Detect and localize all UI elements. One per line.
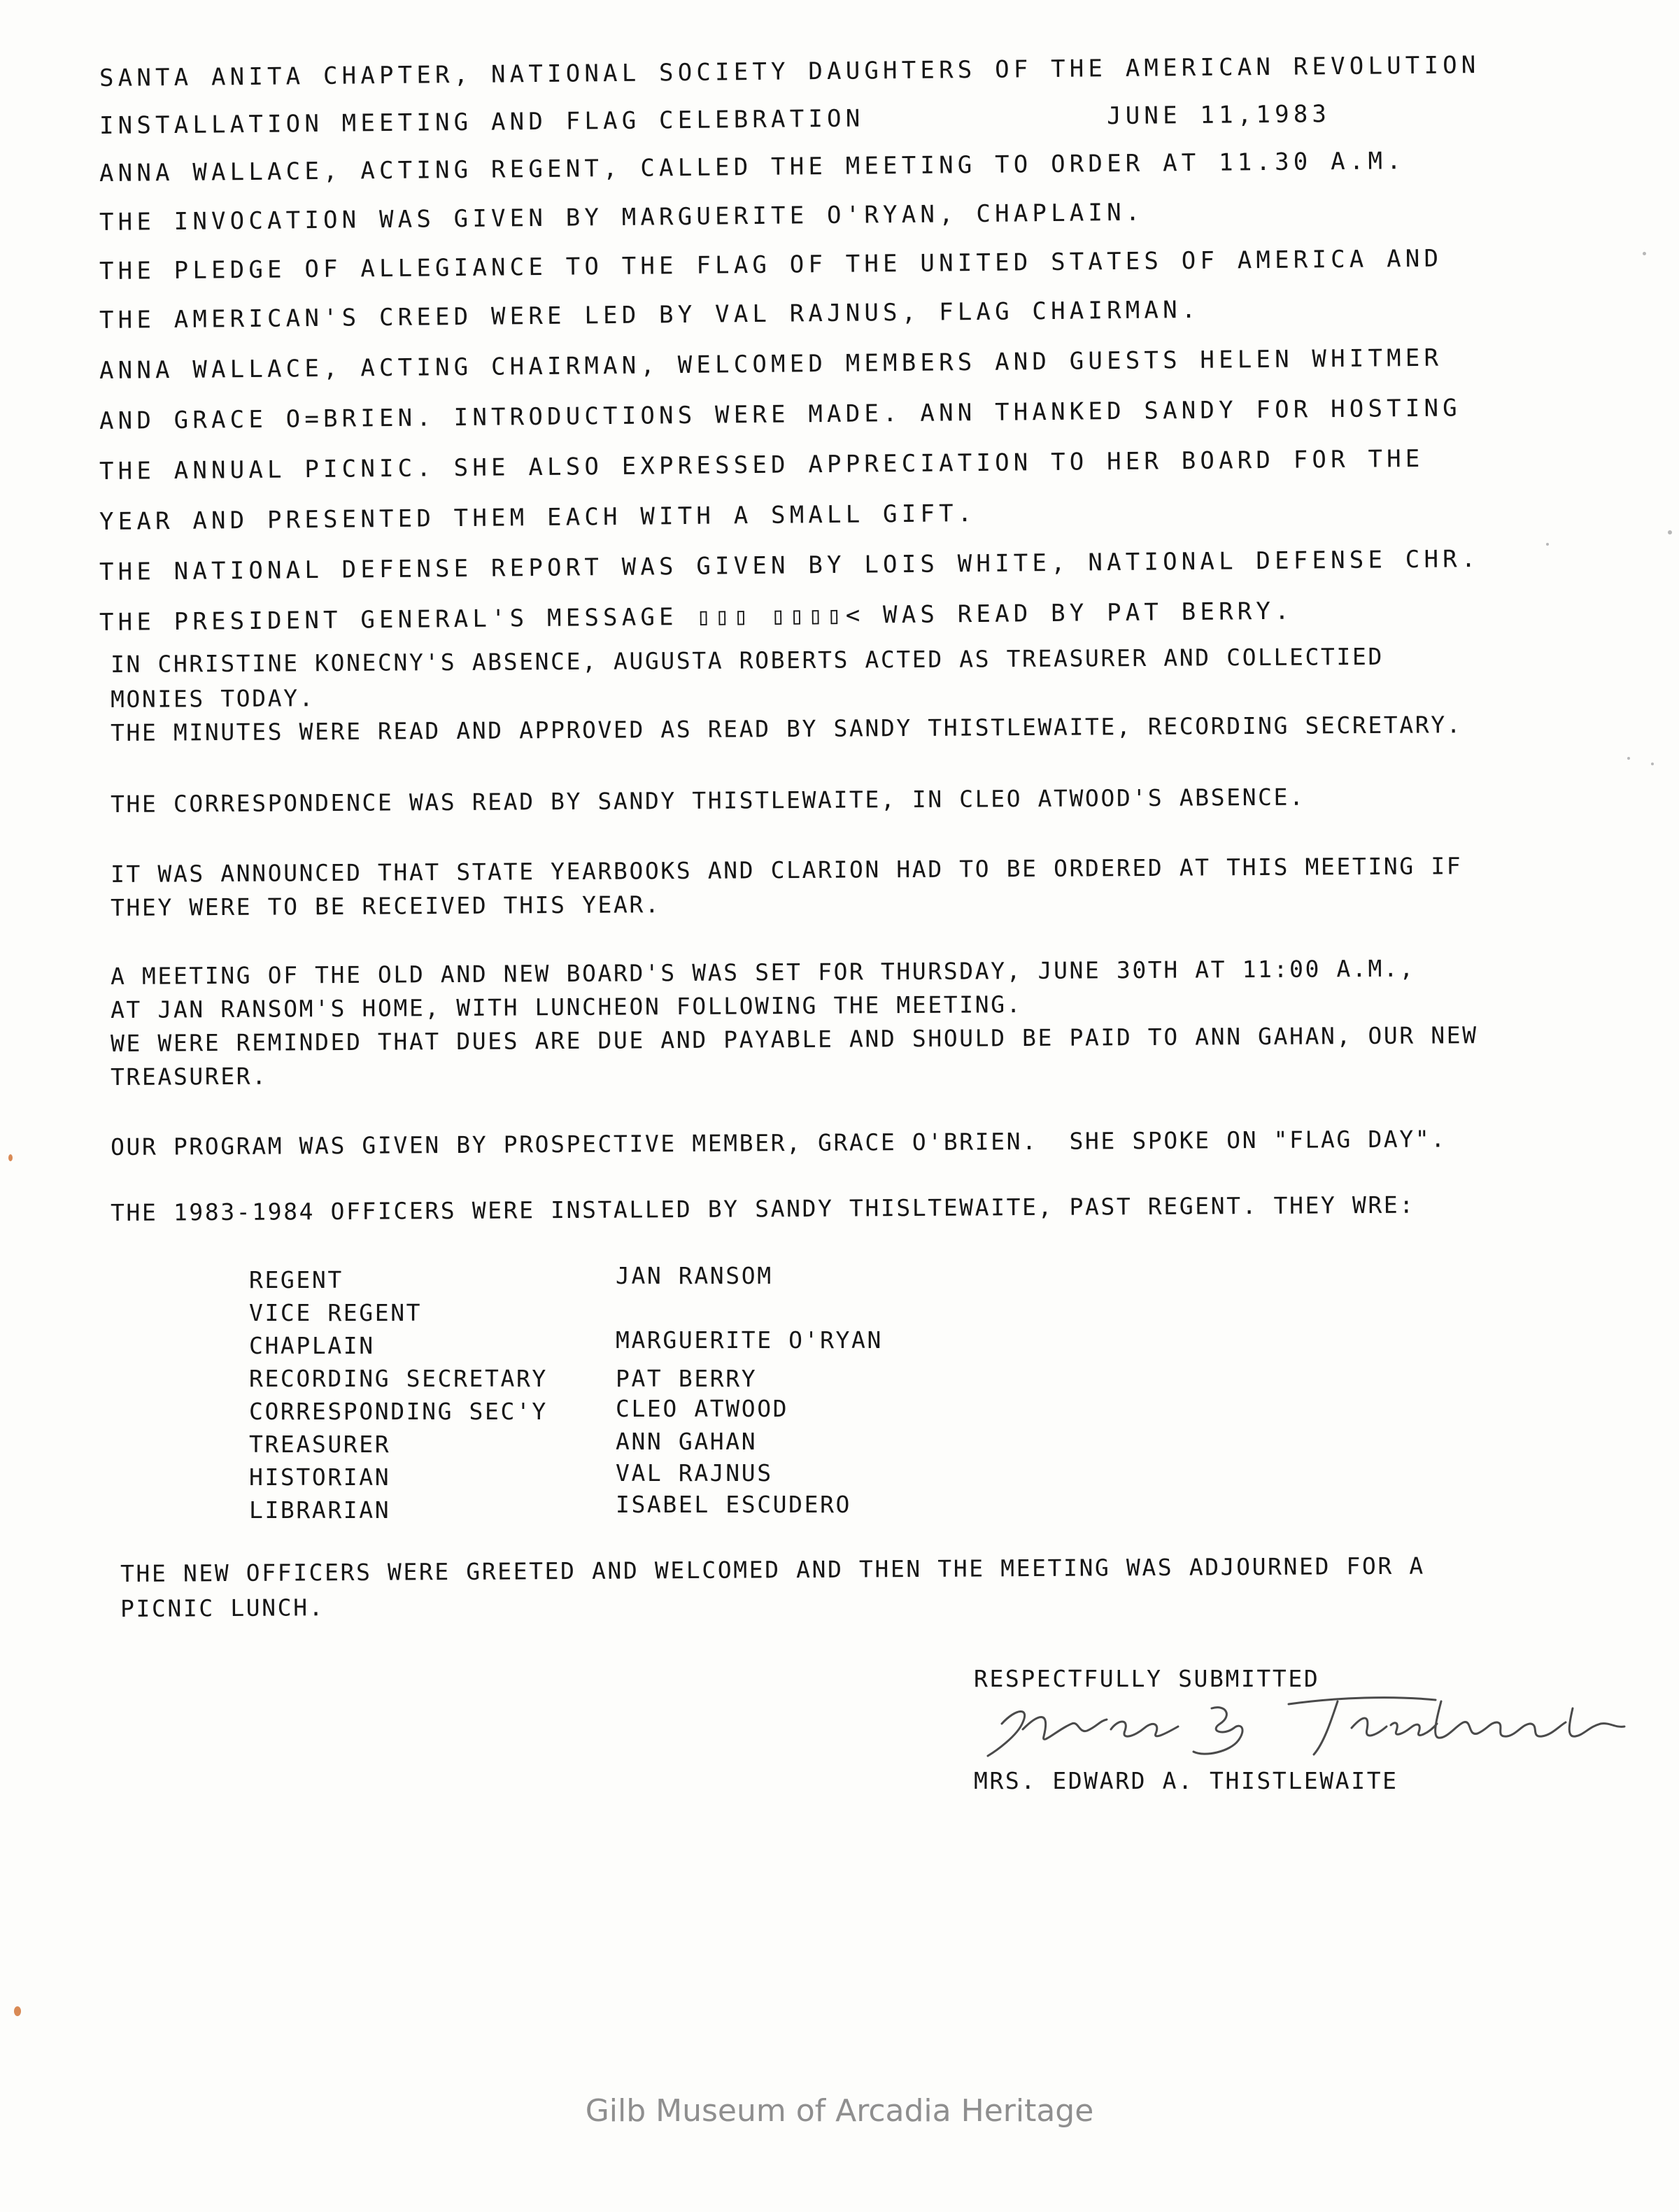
minutes-line: THE NATIONAL DEFENSE REPORT WAS GIVEN BY LOIS WHITE, NATIONAL DEFENSE CHR. [99,545,1480,586]
officer-name: JAN RANSOM [616,1262,773,1289]
officer-row [249,1262,949,1298]
minutes-line: A MEETING OF THE OLD AND NEW BOARD'S WAS SET FOR THURSDAY, JUNE 30TH AT 11:00 A.M., [110,954,1415,990]
minutes-line: THE MINUTES WERE READ AND APPROVED AS READ BY SANDY THISTLEWAITE, RECORDING SECRETARY. [110,711,1463,746]
minutes-line: TREASURER. [110,1062,268,1091]
officer-title: REGENT [249,1266,343,1293]
officer-title: LIBRARIAN [249,1496,391,1524]
scan-speck [1651,763,1654,765]
officer-title: CHAPLAIN [249,1332,375,1359]
officer-row [249,1491,949,1529]
minutes-line: IT WAS ANNOUNCED THAT STATE YEARBOOKS AND CLARION HAD TO BE ORDERED AT THIS MEETING IF [110,852,1463,888]
officer-name: PAT BERRY [616,1365,758,1392]
officer-name: ISABEL ESCUDERO [616,1491,852,1518]
minutes-line: ANNA WALLACE, ACTING REGENT, CALLED THE MEETING TO ORDER AT 11.30 A.M. [99,147,1405,187]
officer-row [249,1326,949,1364]
minutes-line: AT JAN RANSOM'S HOME, WITH LUNCHEON FOLLOWING THE MEETING. [110,991,1023,1023]
scan-speck [1546,543,1549,546]
scan-speck [1627,757,1630,760]
officer-title: HISTORIAN [249,1463,391,1491]
signer-name: MRS. EDWARD A. THISTLEWAITE [974,1767,1398,1794]
minutes-line: THE CORRESPONDENCE WAS READ BY SANDY THISTLEWAITE, IN CLEO ATWOOD'S ABSENCE. [110,783,1305,818]
officer-name: MARGUERITE O'RYAN [616,1326,883,1354]
closing-phrase: RESPECTFULLY SUBMITTED [974,1665,1320,1692]
officer-row [249,1365,949,1397]
minutes-line: THEY WERE TO BE RECEIVED THIS YEAR. [110,891,661,921]
officer-row [249,1428,949,1463]
officer-name: VAL RAJNUS [616,1459,773,1487]
minutes-line: THE NEW OFFICERS WERE GREETED AND WELCOMED AND THEN THE MEETING WAS ADJOURNED FOR A [120,1552,1425,1587]
officer-title: RECORDING SECRETARY [249,1365,548,1392]
minutes-line: WE WERE REMINDED THAT DUES ARE DUE AND PAYABLE AND SHOULD BE PAID TO ANN GAHAN, OUR NEW [110,1021,1478,1057]
minutes-line: THE PLEDGE OF ALLEGIANCE TO THE FLAG OF THE UNITED STATES OF AMERICA AND [99,244,1443,285]
minutes-line: PICNIC LUNCH. [120,1594,325,1622]
minutes-line: THE INVOCATION WAS GIVEN BY MARGUERITE O'RYAN, CHAPLAIN. [99,198,1145,236]
minutes-line: THE AMERICAN'S CREED WERE LED BY VAL RAJNUS, FLAG CHAIRMAN. [99,295,1200,334]
officer-title: VICE REGENT [249,1299,423,1326]
minutes-line: OUR PROGRAM WAS GIVEN BY PROSPECTIVE MEMBER, GRACE O'BRIEN. SHE SPOKE ON "FLAG DAY". [110,1125,1447,1161]
handwritten-signature [974,1687,1638,1764]
minutes-line: MONIES TODAY. [110,684,316,713]
minutes-line: THE 1983-1984 OFFICERS WERE INSTALLED BY SANDY THISLTEWAITE, PAST REGENT. THEY WRE: [110,1191,1415,1226]
minutes-line: THE ANNUAL PICNIC. SHE ALSO EXPRESSED APPRECIATION TO HER BOARD FOR THE [99,444,1424,485]
chapter-heading: SANTA ANITA CHAPTER, NATIONAL SOCIETY DAUGHTERS OF THE AMERICAN REVOLUTION [99,51,1480,92]
minutes-line: AND GRACE O=BRIEN. INTRODUCTIONS WERE MADE. ANN THANKED SANDY FOR HOSTING [99,394,1461,435]
officer-row [249,1395,949,1430]
scan-speck [1668,530,1672,534]
scan-speck [1643,252,1646,255]
minutes-line: THE PRESIDENT GENERAL'S MESSAGE ▯▯▯ ▯▯▯▯< WAS READ BY PAT BERRY. [99,597,1294,637]
meeting-title-date-line: INSTALLATION MEETING AND FLAG CELEBRATION JUNE 11,1983 [99,100,1331,140]
museum-watermark: Gilb Museum of Arcadia Heritage [585,2093,1094,2129]
minutes-line: IN CHRISTINE KONECNY'S ABSENCE, AUGUSTA ROBERTS ACTED AS TREASURER AND COLLECTIED [110,642,1384,678]
minutes-line: ANNA WALLACE, ACTING CHAIRMAN, WELCOMED MEMBERS AND GUESTS HELEN WHITMER [99,343,1443,385]
officer-name: CLEO ATWOOD [616,1395,789,1422]
officer-title: TREASURER [249,1431,391,1458]
scan-speck [8,1154,13,1161]
minutes-line: YEAR AND PRESENTED THEM EACH WITH A SMALL GIFT. [99,499,977,536]
officer-name: ANN GAHAN [616,1428,758,1455]
scan-speck [14,2006,21,2016]
officer-title: CORRESPONDING SEC'Y [249,1398,548,1425]
